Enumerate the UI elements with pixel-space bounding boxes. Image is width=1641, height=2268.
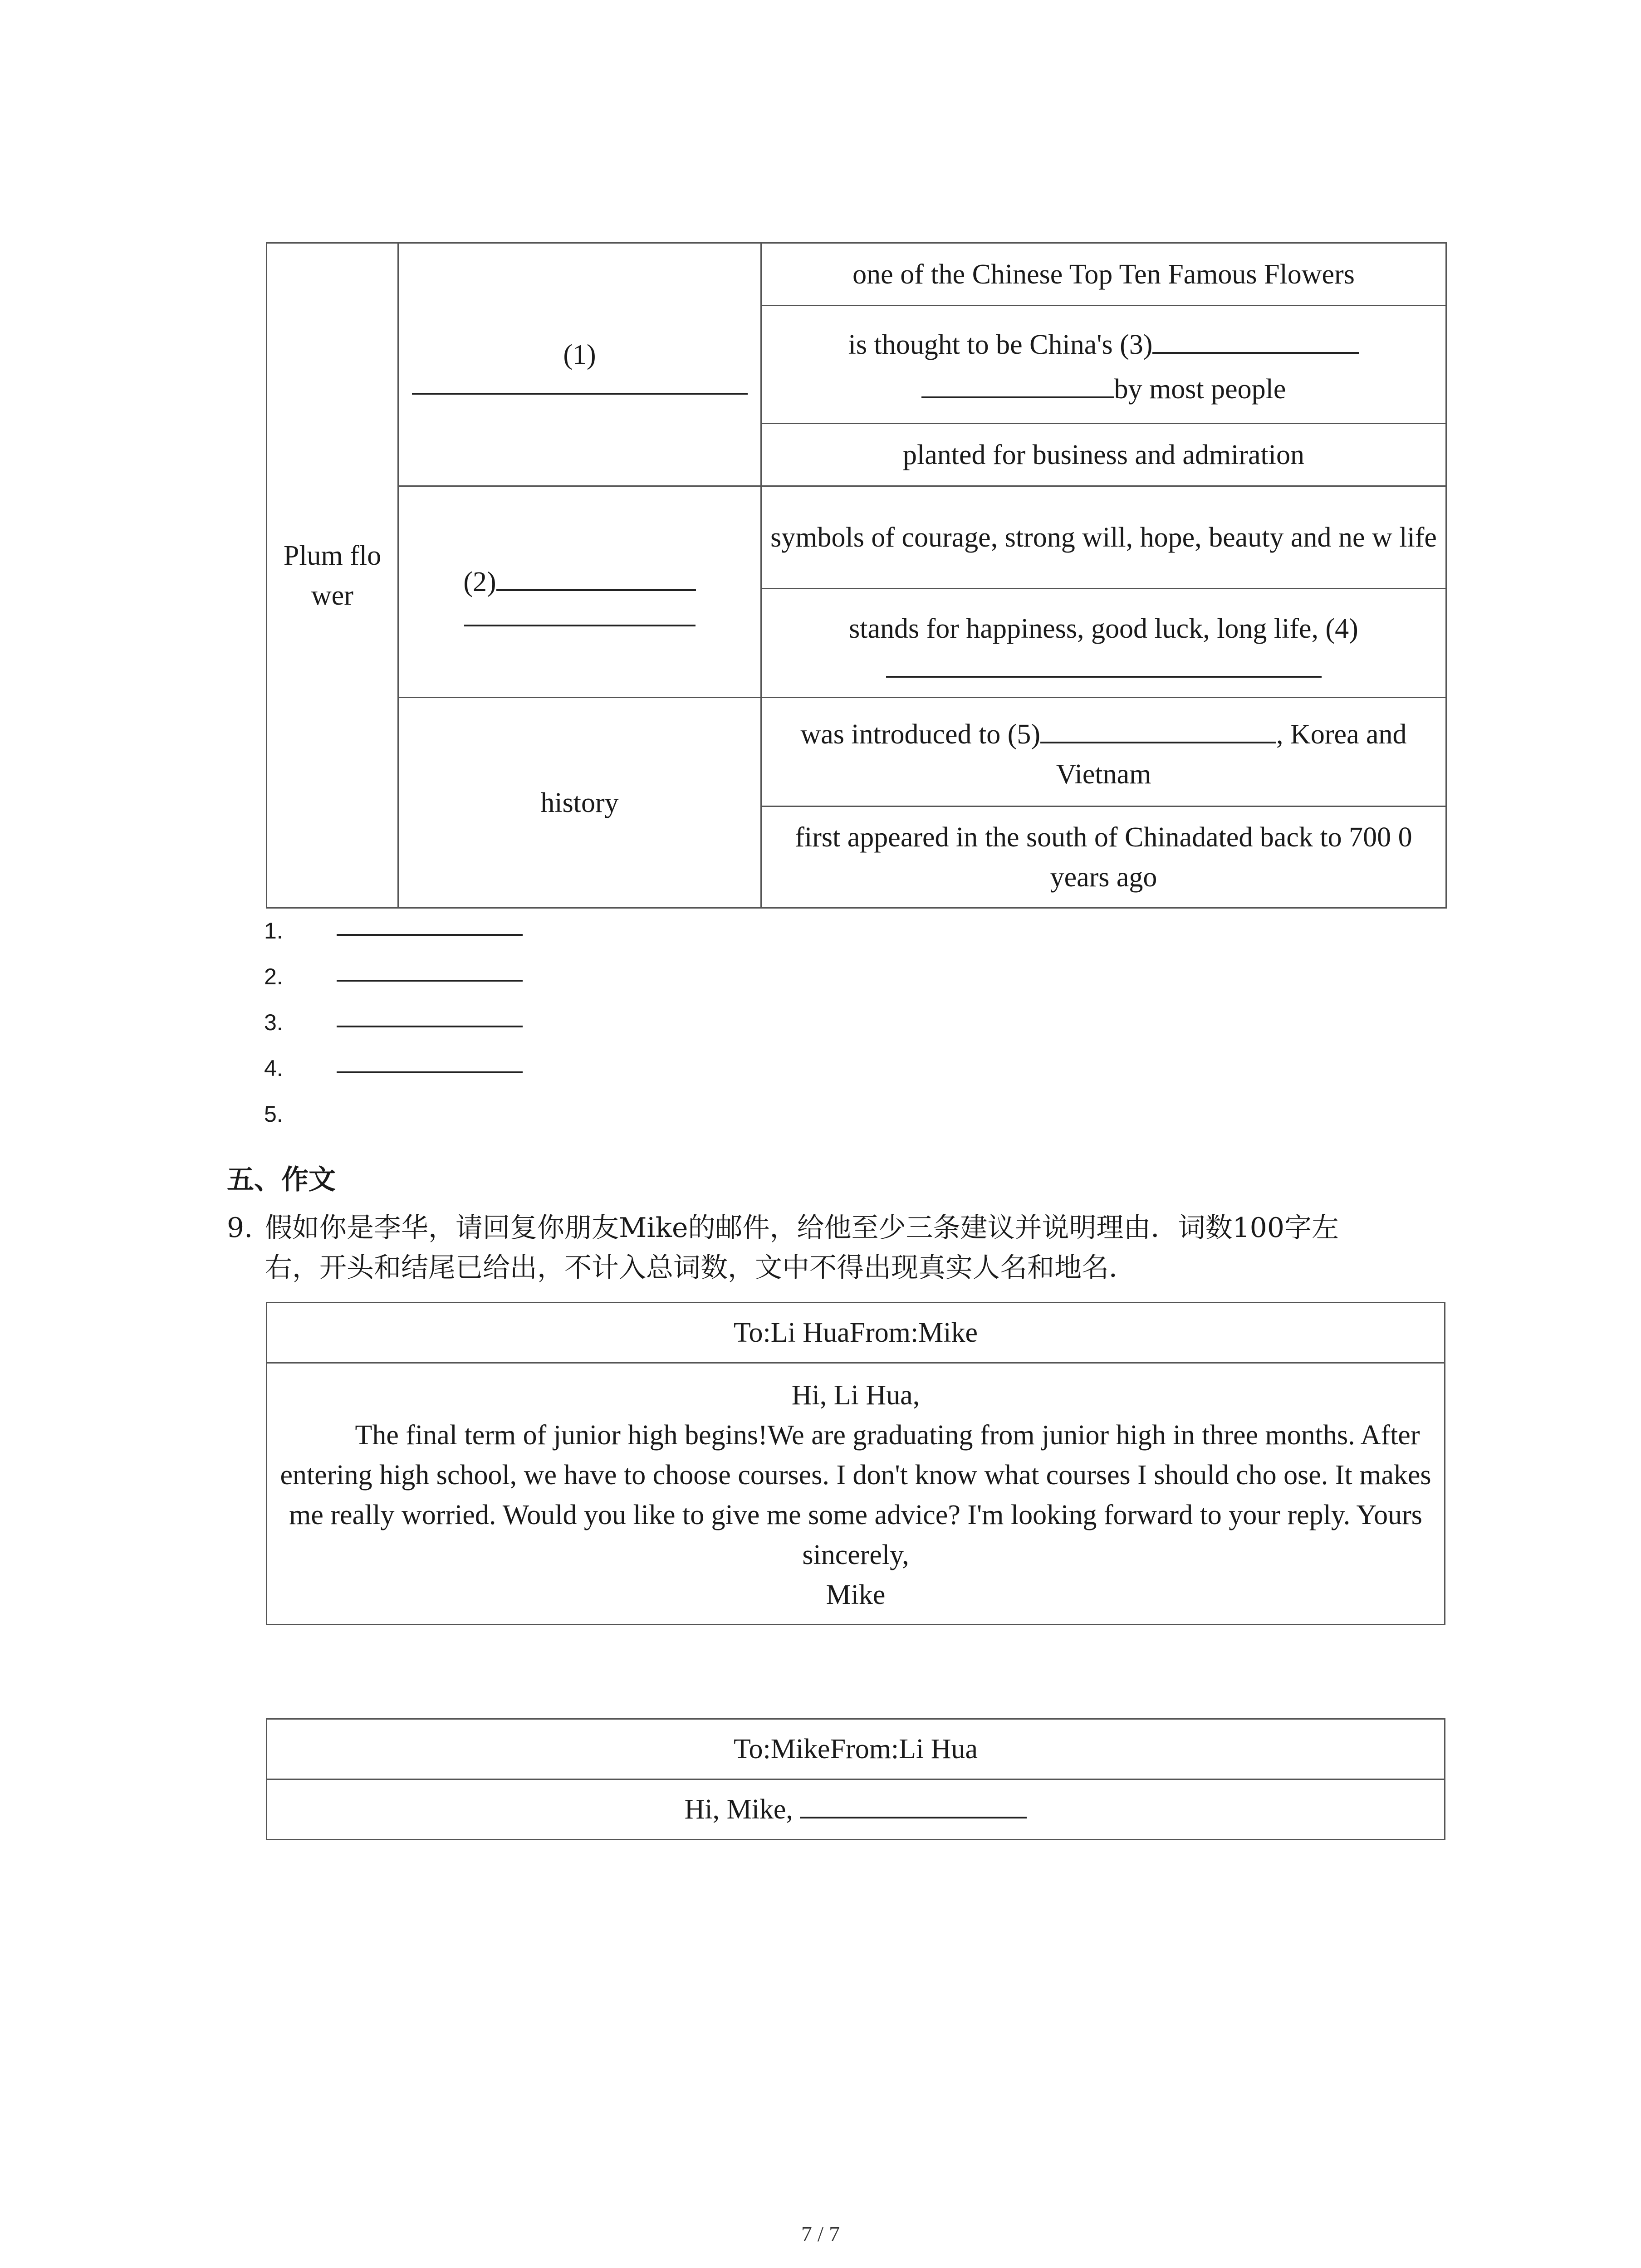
letter-header: To:Li HuaFrom:Mike — [267, 1303, 1445, 1363]
cell-first-appeared: first appeared in the south of Chinadated back to 700 0 years ago — [761, 807, 1446, 908]
answer-number: 3. — [264, 1010, 283, 1035]
page-number: 7 / 7 — [801, 2222, 840, 2246]
blank-2a[interactable] — [496, 557, 696, 591]
group-label-history: history — [398, 698, 761, 908]
cell-top-ten-flowers: one of the Chinese Top Ten Famous Flowers — [761, 243, 1446, 306]
blank-4[interactable] — [886, 649, 1322, 678]
letter-text: The final term of junior high begins!We are graduating from junior high in three months. After entering high school, we have to choose courses. I don't know what courses I should cho ose. It makes me really worried. Would you like to give me some advice? I'm looking forward to your reply. Yours sincerely, — [280, 1420, 1431, 1570]
letter-table — [266, 1302, 1445, 1625]
cell-china-blank: is thought to be China's (3) by most people — [761, 306, 1446, 424]
plum-flower-table — [266, 242, 1447, 909]
reply-table — [266, 1718, 1445, 1840]
blank-5[interactable] — [1040, 710, 1276, 743]
reply-blank[interactable] — [800, 1789, 1027, 1818]
question-line-1: 假如你是李华，请回复你朋友Mike的邮件，给他至少三条建议并说明理由．词数100字左 — [265, 1212, 1339, 1244]
answer-blank-3[interactable] — [337, 1026, 523, 1027]
question-number: 9. — [227, 1212, 253, 1244]
blank-3a[interactable] — [1152, 320, 1359, 354]
answer-number: 1. — [264, 918, 283, 943]
row-header-plum-flower: Plum flo wer — [267, 243, 398, 908]
answer-blank-4[interactable] — [337, 1071, 523, 1073]
cell-symbols: symbols of courage, strong will, hope, beauty and ne w life — [761, 486, 1446, 589]
letter-body-cell — [267, 1363, 1445, 1625]
group-label-1: (1) — [398, 243, 761, 486]
cell-business-admiration: planted for business and admiration — [761, 424, 1446, 486]
question-line-2: 右，开头和结尾已给出，不计入总词数，文中不得出现真实人名和地名． — [265, 1252, 1136, 1284]
section-title: 五、作文 — [227, 1164, 336, 1196]
answer-number: 5. — [264, 1101, 283, 1127]
reply-header: To:MikeFrom:Li Hua — [267, 1719, 1445, 1779]
blank-1[interactable] — [412, 375, 748, 395]
answer-blank-2[interactable] — [337, 980, 523, 982]
reply-body-cell — [267, 1779, 1445, 1840]
letter-signature: Mike — [826, 1579, 886, 1610]
blank-3b[interactable] — [921, 365, 1114, 398]
blank-2b[interactable] — [464, 602, 696, 626]
cell-happiness: stands for happiness, good luck, long life, (4) — [761, 589, 1446, 698]
cell-introduced: was introduced to (5) , Korea and Vietnam — [761, 698, 1446, 807]
letter-greeting: Hi, Li Hua, — [791, 1380, 920, 1411]
reply-greeting: Hi, Mike, — [684, 1794, 800, 1825]
answer-number: 4. — [264, 1056, 283, 1081]
answer-blank-1[interactable] — [337, 934, 523, 936]
answer-number: 2. — [264, 964, 283, 989]
group-label-2: (2) — [398, 486, 761, 698]
question-prompt — [227, 1208, 1452, 1288]
